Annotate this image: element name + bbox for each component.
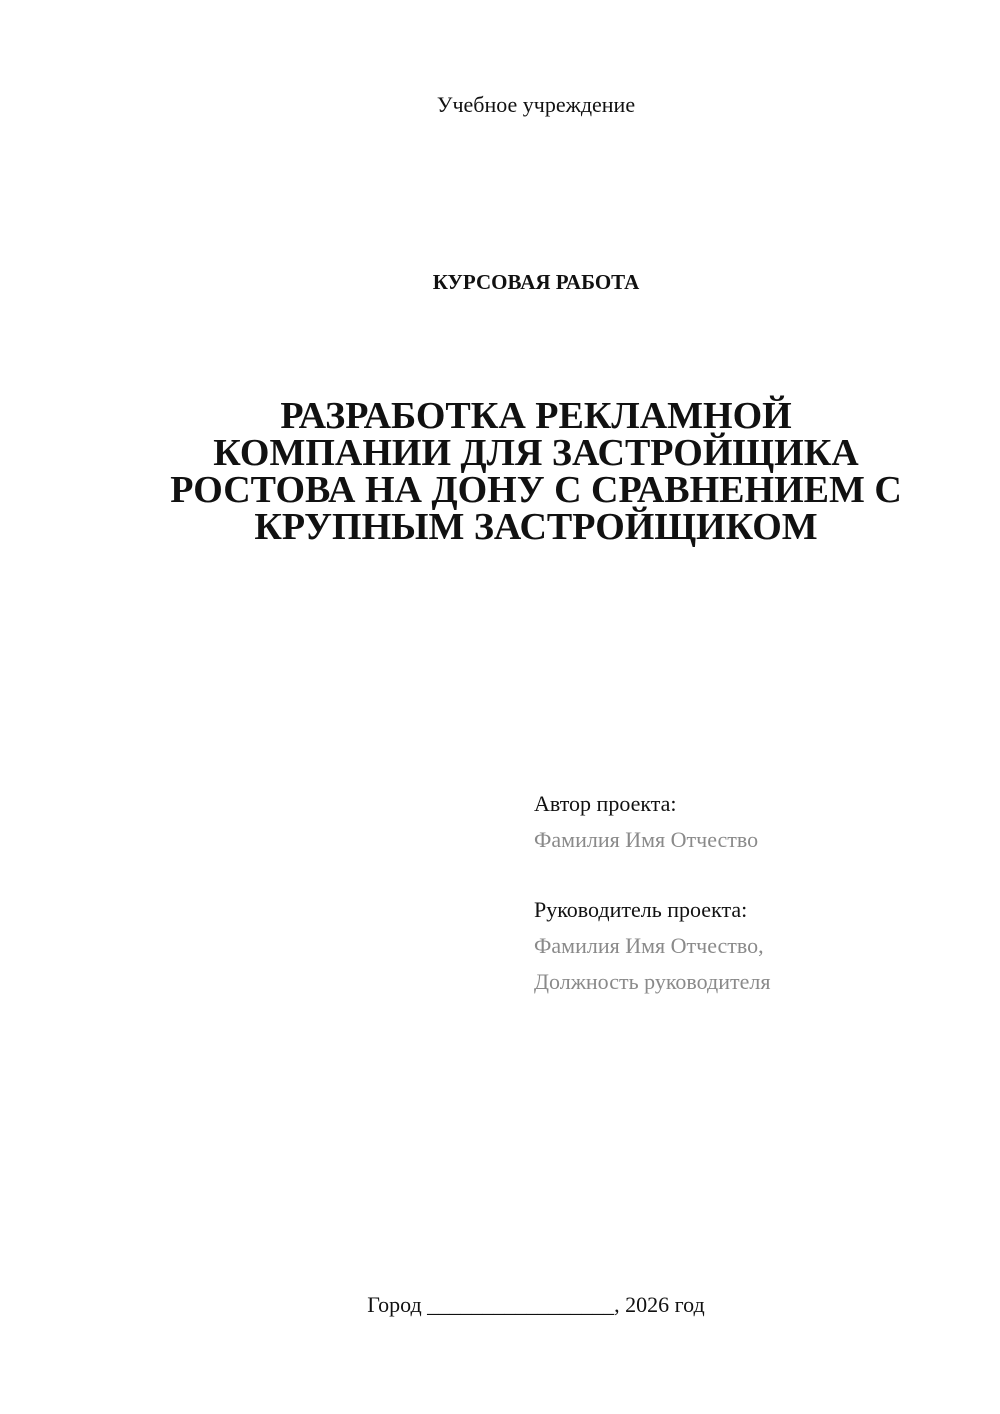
supervisor-label: Руководитель проекта: [534, 897, 748, 922]
institution-name: Учебное учреждение [436, 92, 636, 117]
signature-block [534, 786, 974, 1000]
city-year-line: Город _________________, 2026 год [367, 1292, 705, 1317]
supervisor-position: Должность руководителя [534, 969, 771, 994]
title-line: РОСТОВА НА ДОНУ С СРАВНЕНИЕМ С [170, 469, 902, 511]
title-line: РАЗРАБОТКА РЕКЛАМНОЙ [280, 395, 792, 437]
document-title [140, 395, 932, 548]
title-line: КРУПНЫМ ЗАСТРОЙЩИКОМ [254, 506, 818, 548]
work-type-heading: КУРСОВАЯ РАБОТА [432, 270, 640, 294]
author-label: Автор проекта: [534, 791, 677, 816]
title-line: КОМПАНИИ ДЛЯ ЗАСТРОЙЩИКА [213, 432, 859, 474]
supervisor-name: Фамилия Имя Отчество, [534, 933, 764, 958]
spacer [534, 858, 974, 892]
author-name: Фамилия Имя Отчество [534, 827, 759, 852]
